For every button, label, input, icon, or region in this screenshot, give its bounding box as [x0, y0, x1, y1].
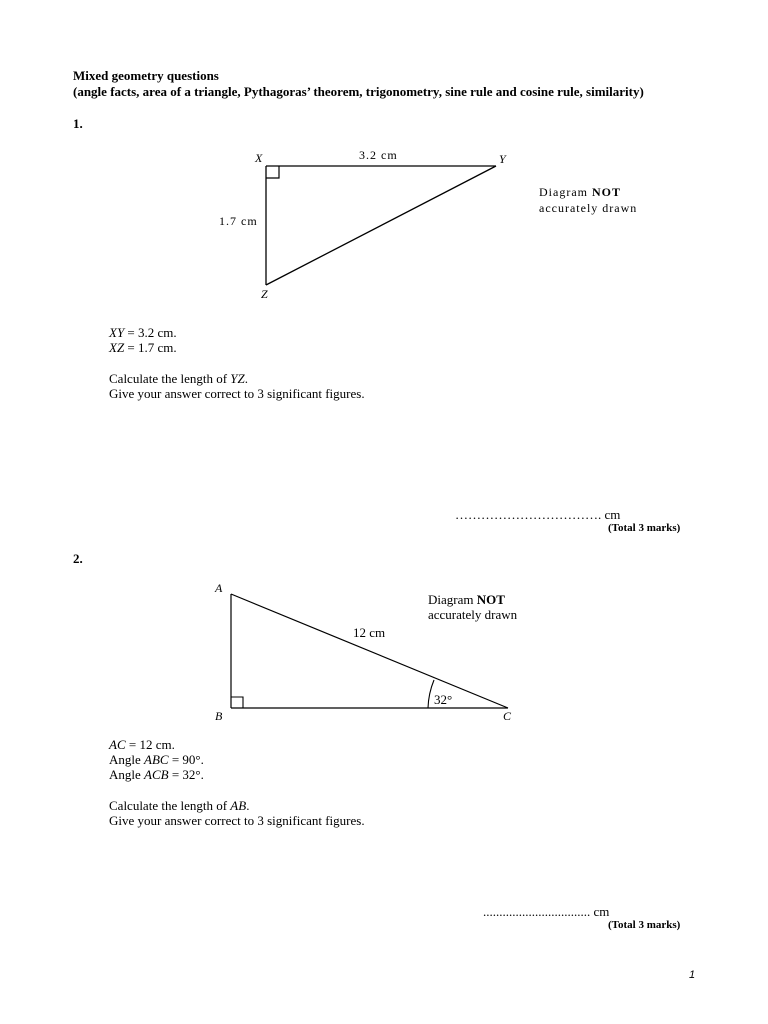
diagram-note-2: Diagram NOT [428, 592, 505, 607]
diagram-note-2-line2: accurately drawn [428, 607, 518, 622]
diagram-note-1: Diagram NOT [539, 185, 621, 199]
instruction-sig-figs: Give your answer correct to 3 significant figures. [109, 813, 365, 828]
question-2-number: 2. [73, 551, 83, 566]
diagram-note-1-line2: accurately drawn [539, 201, 638, 215]
question-2-givens [109, 737, 204, 782]
page-number: 1 [689, 969, 696, 981]
answer-line-2[interactable]: ................................. cm [483, 904, 610, 919]
vertex-label-b: B [215, 709, 223, 723]
answer-line-1[interactable]: ……………………………. cm [455, 507, 621, 522]
vertex-label-z: Z [261, 287, 268, 301]
question-2-instructions [109, 798, 365, 828]
question-1-instructions [109, 371, 365, 401]
vertex-label-x: X [255, 151, 263, 165]
given-xy: XY = 3.2 cm. [109, 325, 177, 340]
length-label-ac: 12 cm [353, 625, 386, 640]
vertex-label-y: Y [499, 152, 506, 166]
length-label-xz: 1.7 cm [219, 214, 258, 228]
question-1-givens [109, 325, 177, 355]
length-label-xy: 3.2 cm [359, 148, 398, 162]
given-angle-acb: Angle ACB = 32°. [109, 767, 204, 782]
right-angle-marker-x [266, 166, 279, 178]
instruction-sig-figs: Give your answer correct to 3 significant figures. [109, 386, 365, 401]
question-1-number: 1. [73, 116, 83, 131]
vertex-label-c: C [503, 709, 512, 723]
vertex-label-a: A [215, 581, 223, 595]
page-subtitle: (angle facts, area of a triangle, Pythagoras’ theorem, trigonometry, sine rule and cosine rule, similarity) [73, 84, 644, 99]
given-xz: XZ = 1.7 cm. [109, 340, 177, 355]
side-yz [266, 166, 496, 285]
angle-label-c: 32° [434, 692, 453, 707]
total-marks-2: (Total 3 marks) [608, 919, 681, 931]
total-marks-1: (Total 3 marks) [608, 522, 681, 534]
page-title: Mixed geometry questions [73, 68, 219, 83]
instruction-calculate: Calculate the length of AB. [109, 798, 250, 813]
given-ac: AC = 12 cm. [109, 737, 175, 752]
instruction-calculate: Calculate the length of YZ. [109, 371, 249, 386]
right-angle-marker-b [231, 697, 243, 708]
given-angle-abc: Angle ABC = 90°. [109, 752, 204, 767]
